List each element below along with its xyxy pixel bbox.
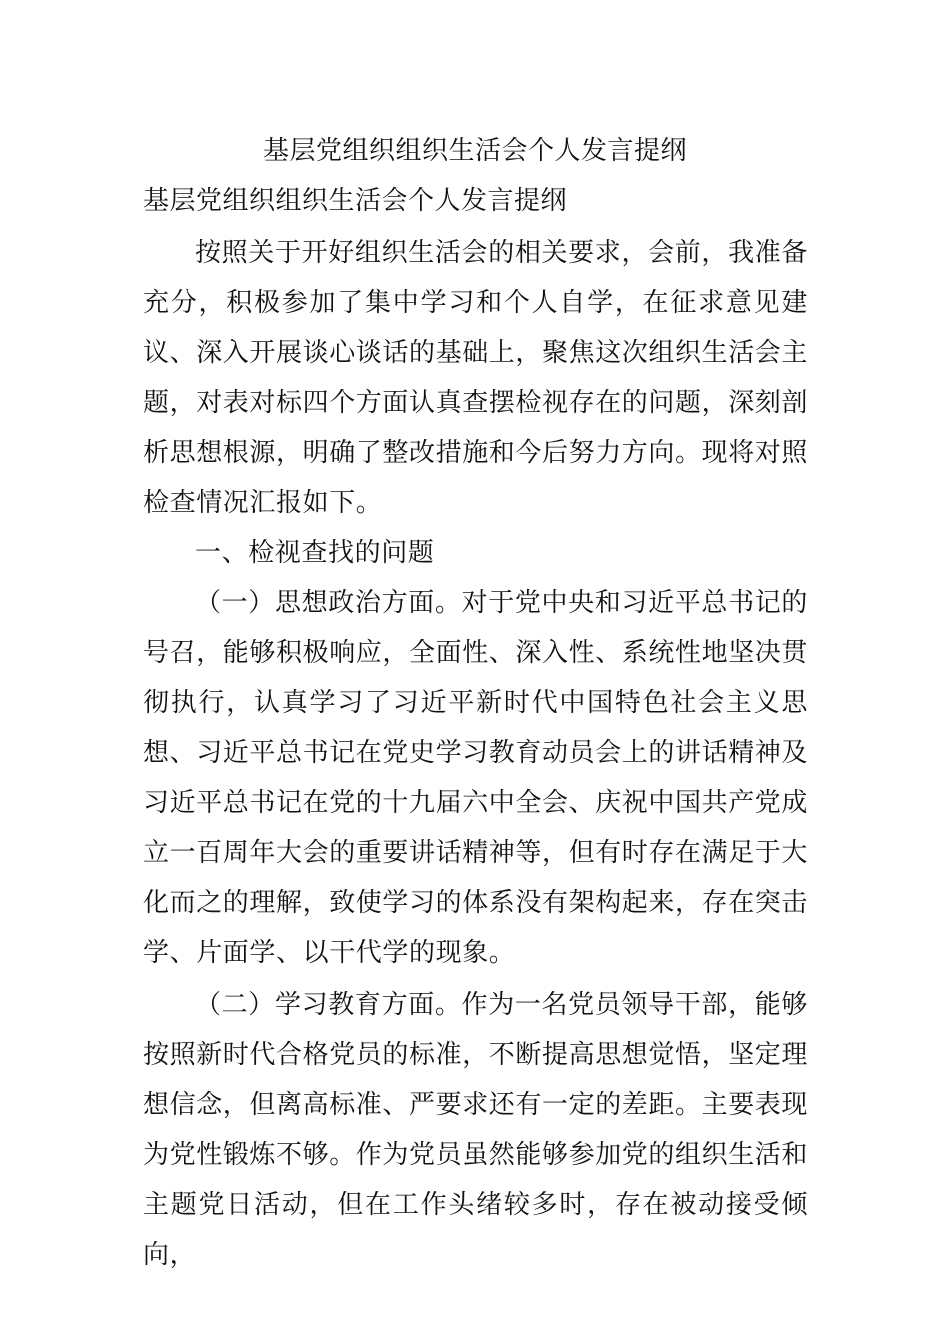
paragraph-learning: （二）学习教育方面。作为一名党员领导干部，能够按照新时代合格党员的标准，不断提高思想觉悟，坚定理想信念，但离高标准、严要求还有一定的差距。主要表现为党性锻炼不够。作为党员虽然能够参加党的组织生活和主题党日活动，但在工作头绪较多时，存在被动接受倾向， (143, 990, 809, 1270)
paragraph-intro: 按照关于开好组织生活会的相关要求，会前，我准备充分，积极参加了集中学习和个人自学，在征求意见建议、深入开展谈心谈话的基础上，聚焦这次组织生活会主题，对表对标四个方面认真查摆检视存在的问题，深刻剖析思想根源，明确了整改措施和今后努力方向。现将对照检查情况汇报如下。 (143, 238, 809, 518)
document-subtitle: 基层党组织组织生活会个人发言提纲 (143, 186, 568, 216)
section-heading-1: 一、检视查找的问题 (195, 538, 435, 568)
document-title: 基层党组织组织生活会个人发言提纲 (262, 136, 687, 166)
paragraph-ideology: （一）思想政治方面。对于党中央和习近平总书记的号召，能够积极响应，全面性、深入性、系统性地坚决贯彻执行，认真学习了习近平新时代中国特色社会主义思想、习近平总书记在党史学习教育动员会上的讲话精神及习近平总书记在党的十九届六中全会、庆祝中国共产党成立一百周年大会的重要讲话精神等，但有时存在满足于大化而之的理解，致使学习的体系没有架构起来，存在突击学、片面学、以干代学的现象。 (143, 588, 809, 968)
document-body (143, 228, 808, 1280)
